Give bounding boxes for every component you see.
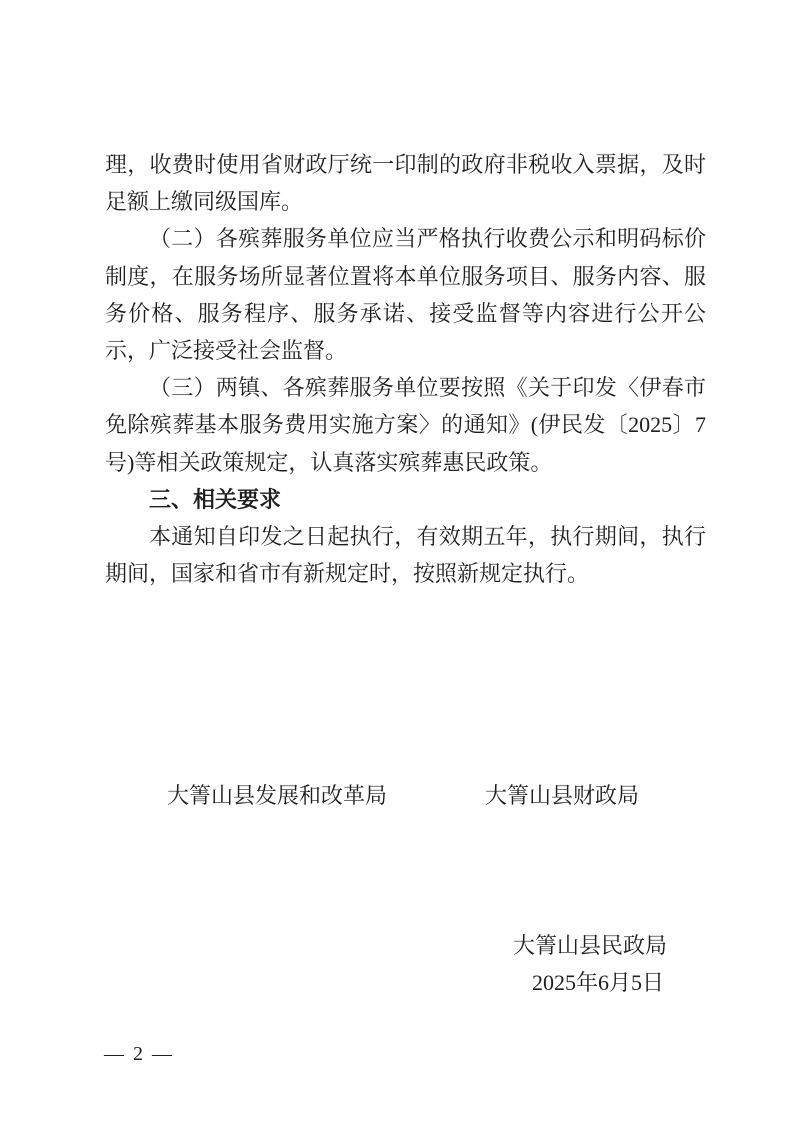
signature-date: 2025年6月5日 [532,970,665,995]
document-body [105,146,706,592]
page-number: — 2 — [104,1043,174,1065]
paragraph-item-three: （三）两镇、各殡葬服务单位要按照《关于印发〈伊春市免除殡葬基本服务费用实施方案〉的通知》(伊民发〔2025〕7号)等相关政策规定，认真落实殡葬惠民政策。 [105,375,706,475]
signature-development-reform-bureau: 大箐山县发展和改革局 [167,783,388,808]
signature-civil-affairs-bureau: 大箐山县民政局 [513,933,668,958]
paragraph-continuation: 理，收费时使用省财政厅统一印制的政府非税收入票据，及时足额上缴同级国库。 [105,152,706,215]
paragraph-item-two: （二）各殡葬服务单位应当严格执行收费公示和明码标价制度，在服务场所显著位置将本单位服务项目、服务内容、服务价格、服务程序、服务承诺、接受监督等内容进行公开公示，广泛接受社会监督。 [105,226,706,364]
signature-finance-bureau: 大箐山县财政局 [485,783,640,808]
closing-paragraph: 本通知自印发之日起执行，有效期五年，执行期间，执行期间，国家和省市有新规定时，按照新规定执行。 [105,524,706,587]
section-heading-related-requirements: 三、相关要求 [149,486,282,512]
